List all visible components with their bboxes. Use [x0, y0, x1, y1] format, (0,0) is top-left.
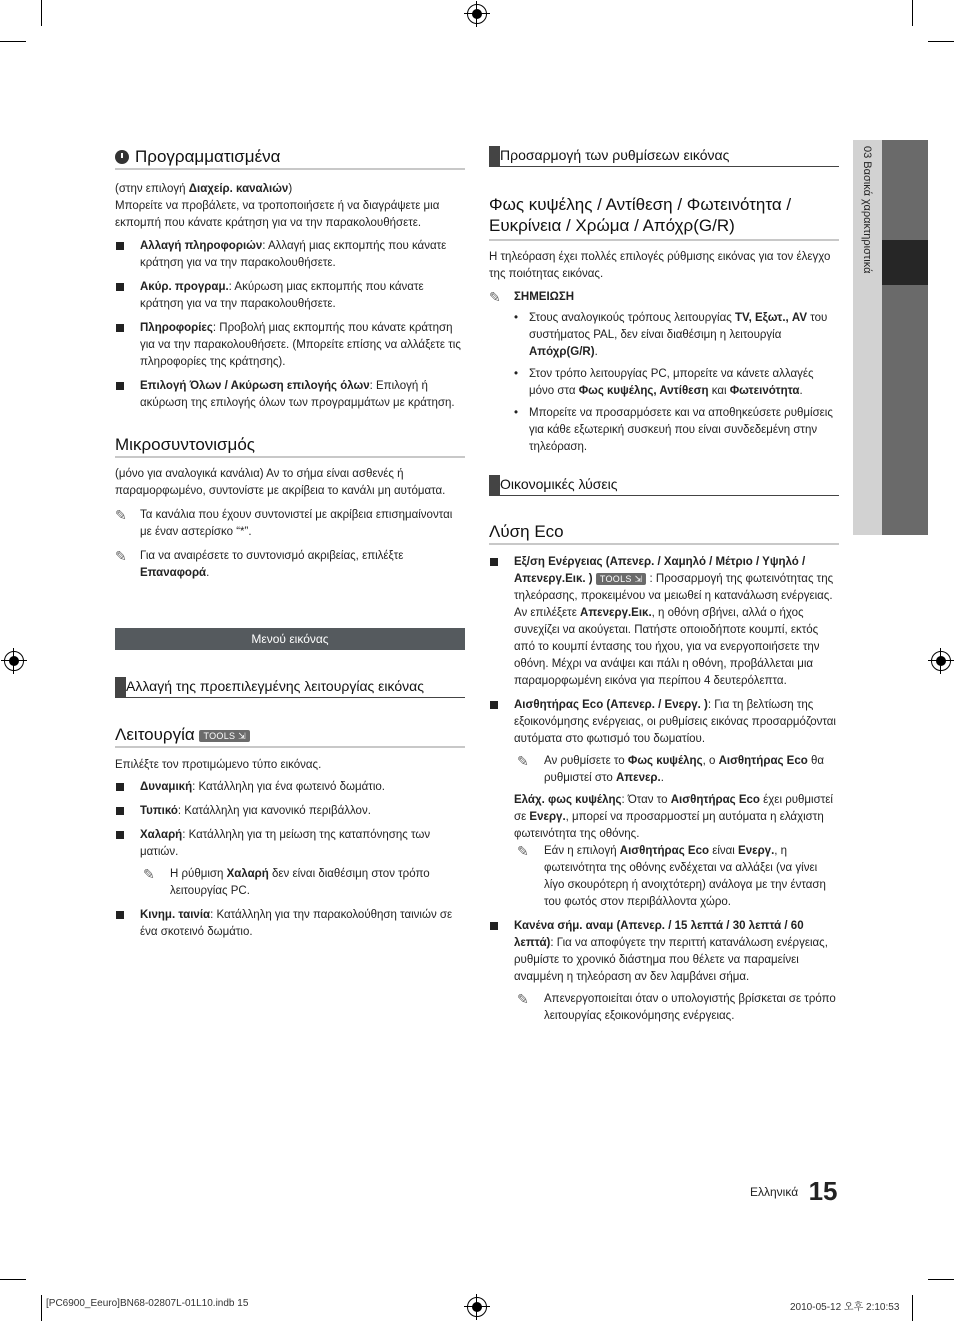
pencil-icon: ✎: [143, 866, 155, 882]
section-eco-solution: Λύση Eco: [489, 523, 839, 545]
chapter-label: 03 Βασικά χαρακτηριστικά: [861, 146, 873, 274]
list-item: Κινημ. ταινία: Κατάλληλη για την παρακολούθηση ταινιών σε ένα σκοτεινό δωμάτιο.: [115, 907, 465, 941]
section-fine-tune: Μικροσυντονισμός: [115, 436, 465, 458]
picture-desc: Η τηλεόραση έχει πολλές επιλογές ρύθμισης εικόνας για τον έλεγχο της ποιότητας εικόνας.: [489, 251, 831, 280]
list-item: • Στους αναλογικούς τρόπους λειτουργίας TV, Εξωτ., AV του συστήματος PAL, δεν είναι διαθέσιμη η λειτουργία Απόχρ(G/R).: [489, 310, 839, 361]
note-header: ✎ ΣΗΜΕΙΩΣΗ: [489, 289, 575, 305]
language-label: Ελληνικά: [750, 1185, 799, 1199]
list-item: Ακύρ. προγραμ.: Ακύρωση μιας εκπομπής που κάνατε κράτηση για να την παρακολουθήσετε.: [115, 279, 465, 313]
pencil-icon: ✎: [489, 289, 501, 305]
list-item: Δυναμική: Κατάλληλη για ένα φωτεινό δωμάτιο.: [115, 779, 465, 796]
tools-icon: TOOLS ⇲: [199, 730, 250, 742]
note: ✎ Τα κανάλια που έχουν συντονιστεί με ακρίβεια επισημαίνονται με έναν αστερίσκο “*”.: [115, 507, 453, 538]
footer-file: [PC6900_Eeuro]BN68-02807L-01L10.indb 15: [46, 1298, 249, 1309]
crop-mark: [0, 41, 26, 42]
scheduled-desc: Μπορείτε να προβάλετε, να τροποποιήσετε ή να διαγράψετε μια εκπομπή που κάνατε κράτηση για να την παρακολουθήσετε.: [115, 200, 440, 229]
crop-mark: [0, 1279, 26, 1280]
list-item: Αλλαγή πληροφοριών: Αλλαγή μιας εκπομπής που κάνατε κράτηση για να την παρακολουθήσετε.: [115, 238, 465, 272]
note: ✎ Εάν η επιλογή Αισθητήρας Eco είναι Ενεργ., η φωτεινότητα της οθόνης ενδέχεται να αλλάξει (να γίνει λίγο σκουρότερη ή ανοιχτότερη) ανάλογα με την ένταση του φωτός στον περιβάλλοντα χώρο.: [517, 843, 826, 908]
subsection-change-mode: Αλλαγή της προεπιλεγμένης λειτουργίας εικόνας: [115, 677, 465, 698]
section-picture-settings: Φως κυψέλης / Αντίθεση / Φωτεινότητα / Ευκρίνεια / Χρώμα / Απόχρ(G/R): [489, 194, 839, 241]
mode-desc: Επιλέξτε τον προτιμώμενο τύπο εικόνας.: [115, 759, 322, 771]
registration-mark-icon: [931, 651, 951, 671]
crop-mark: [912, 1295, 913, 1321]
fine-desc: (μόνο για αναλογικά κανάλια) Αν το σήμα είναι ασθενές ή παραμορφωμένο, συντονίστε με ακρίβεια το κανάλι μη αυτόματα.: [115, 468, 446, 497]
crop-mark: [41, 1295, 42, 1321]
chapter-tab: [853, 140, 928, 535]
right-column: [489, 140, 839, 1025]
list-item: Χαλαρή: Κατάλληλη για τη μείωση της καταπόνησης των ματιών.: [115, 827, 465, 861]
clock-icon: [115, 150, 129, 164]
list-item: Κανένα σήμ. αναμ (Απενερ. / 15 λεπτά / 30 λεπτά / 60 λεπτά): Για να αποφύγετε την περιττή κατανάλωση ενέργειας, ρυθμίστε το χρονικό διάστημα που θέλετε να παραμείνει αναμμένη η τηλεόραση αν δεν λαμβάνει σήμα.: [489, 918, 839, 986]
registration-mark-icon: [467, 4, 487, 24]
pencil-icon: ✎: [517, 753, 529, 769]
subsection-eco: Οικονομικές λύσεις: [489, 475, 839, 496]
section-mode: Λειτουργία TOOLS ⇲: [115, 726, 465, 748]
crop-mark: [928, 1279, 954, 1280]
list-item: Επιλογή Όλων / Ακύρωση επιλογής όλων: Επιλογή ή ακύρωση της επιλογής όλων των προγραμμάτων με κράτηση.: [115, 378, 465, 412]
pencil-icon: ✎: [115, 548, 127, 564]
page-number-block: [750, 1176, 838, 1207]
section-scheduled: Προγραμματισμένα: [115, 148, 465, 170]
note: ✎ Για να αναιρέσετε το συντονισμό ακριβείας, επιλέξτε Επαναφορά.: [115, 548, 404, 579]
note: ✎ Αν ρυθμίσετε το Φως κυψέλης, ο Αισθητήρας Eco θα ρυθμιστεί στο Απενερ..: [517, 753, 825, 784]
crop-mark: [912, 0, 913, 26]
tools-icon: TOOLS ⇲: [596, 573, 647, 585]
note: ✎ Η ρύθμιση Χαλαρή δεν είναι διαθέσιμη στον τρόπο λειτουργίας PC.: [143, 866, 430, 897]
list-item: Τυπικό: Κατάλληλη για κανονικό περιβάλλον.: [115, 803, 465, 820]
pencil-icon: ✎: [115, 507, 127, 523]
footer-timestamp: 2010-05-12 오후 2:10:53: [790, 1302, 900, 1313]
scheduled-note: (στην επιλογή Διαχείρ. καναλιών): [115, 183, 293, 195]
list-item: Αισθητήρας Eco (Απενερ. / Ενεργ. ): Για τη βελτίωση της εξοικονόμησης ενέργειας, οι ρυθμίσεις εικόνας προσαρμόζονται αυτόματα στο φωτισμό του δωματίου.: [489, 697, 839, 748]
page-number: 15: [808, 1176, 838, 1206]
pencil-icon: ✎: [517, 991, 529, 1007]
menu-bar: Μενού εικόνας: [115, 628, 465, 650]
note: ✎ Απενεργοποιείται όταν ο υπολογιστής βρίσκεται σε τρόπο λειτουργίας εξοικονόμησης ενέργειας.: [517, 991, 836, 1022]
pencil-icon: ✎: [517, 843, 529, 859]
registration-mark-icon: [467, 1297, 487, 1317]
list-item: • Στον τρόπο λειτουργίας PC, μπορείτε να κάνετε αλλαγές μόνο στα Φως κυψέλης, Αντίθεση και Φωτεινότητα.: [489, 366, 839, 400]
registration-mark-icon: [4, 651, 24, 671]
list-item: • Μπορείτε να προσαρμόσετε και να αποθηκεύσετε ρυθμίσεις για κάθε εξωτερική συσκευή που είναι συνδεδεμένη στην τηλεόραση.: [489, 405, 839, 456]
crop-mark: [928, 41, 954, 42]
min-backlight: Ελάχ. φως κυψέλης: Όταν το Αισθητήρας Eco έχει ρυθμιστεί σε Ενεργ., μπορεί να προσαρμοστεί μη αυτόματα η ελάχιστη φωτεινότητα της οθόνης.: [514, 794, 833, 840]
list-item: Πληροφορίες: Προβολή μιας εκπομπής που κάνατε κράτηση για να την παρακολουθήσετε. (Μπορείτε επίσης να αλλάξετε τις πληροφορίες της κράτησης).: [115, 320, 465, 371]
subsection-adjust: Προσαρμογή των ρυθμίσεων εικόνας: [489, 146, 839, 167]
list-item: Εξ/ση Ενέργειας (Απενερ. / Χαμηλό / Μέτριο / Υψηλό / Απενεργ.Εικ. ) TOOLS ⇲ : Προσαρμογή της φωτεινότητας της τηλεόρασης, προκειμένου να μειωθεί η κατανάλωση ενέργειας. Αν επιλέξετε Απενεργ.Εικ., η οθόνη σβήνει, αλλά ο ήχος συνεχίζει να ακούγεται. Πατήστε οποιοδήποτε κουμπί, εκτός από το κουμπί έντασης του ήχου, για να ενεργοποιήσετε την οθόνη. Μέχρι να ανάψει και πάλι η οθόνη, προβάλλεται μια παραμορφωμένη εικόνα για περίπου 4 δευτερόλεπτα.: [489, 554, 839, 690]
left-column: [115, 140, 465, 941]
crop-mark: [41, 0, 42, 26]
